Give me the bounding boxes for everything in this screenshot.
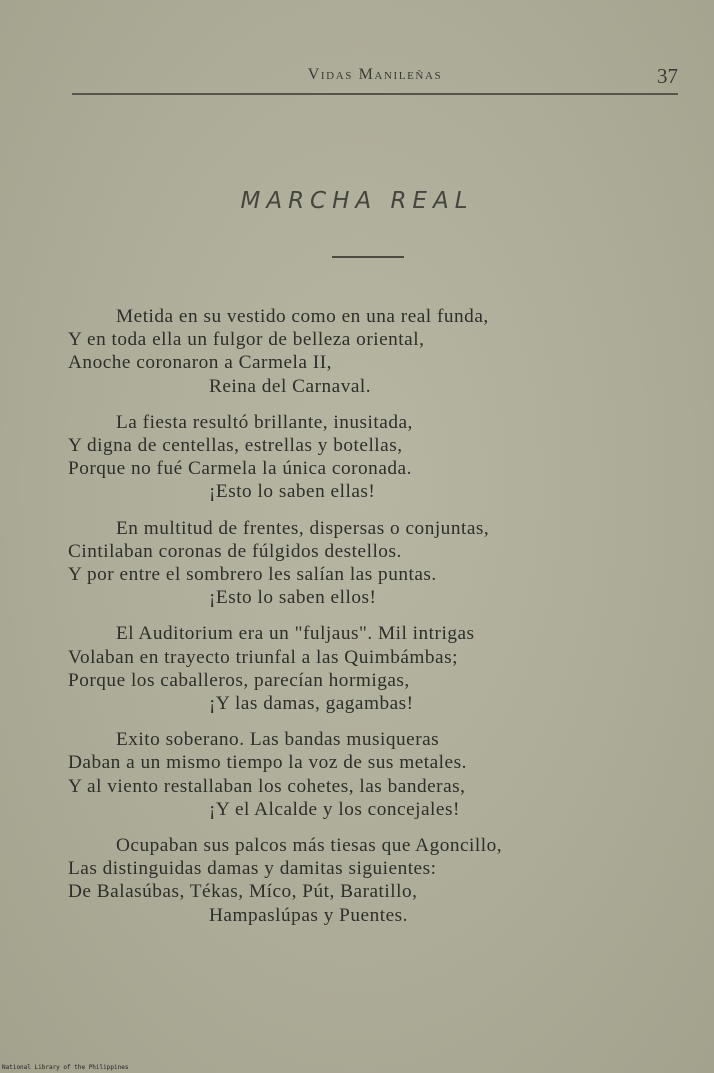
running-head <box>72 66 678 96</box>
poem-line: Porque los caballeros, parecían hormigas, <box>68 669 410 691</box>
poem-line: De Balasúbas, Tékas, Míco, Pút, Baratillo, <box>68 881 418 903</box>
poem-line: Daban a un mismo tiempo la voz de sus metales. <box>68 752 467 774</box>
page-number: 37 <box>657 64 678 88</box>
stanza <box>68 411 668 504</box>
poem-line: ¡Y las damas, gagambas! <box>209 693 414 715</box>
poem-line: Exito soberano. Las bandas musiqueras <box>116 729 440 751</box>
poem-body <box>68 305 668 940</box>
poem-line: Cintilaban coronas de fúlgidos destellos. <box>68 540 402 562</box>
library-footer: National Library of the Philippines <box>2 1064 129 1071</box>
running-title: Vidas Manileñas <box>307 66 443 83</box>
poem-line: Porque no fué Carmela la única coronada. <box>68 458 412 480</box>
stanza <box>68 834 668 927</box>
title-rule <box>332 256 404 258</box>
poem-title: MARCHA REAL <box>240 188 474 214</box>
poem-line: Ocupaban sus palcos más tiesas que Agoncillo, <box>116 835 503 857</box>
poem-line: El Auditorium era un "fuljaus". Mil intrigas <box>116 623 475 645</box>
poem-line: Y al viento restallaban los cohetes, las banderas, <box>68 775 466 797</box>
poem-line: La fiesta resultó brillante, inusitada, <box>116 411 413 433</box>
poem-line: Anoche coronaron a Carmela II, <box>68 352 332 374</box>
poem-line: Hampaslúpas y Puentes. <box>209 904 408 926</box>
stanza <box>68 305 668 398</box>
poem-line: ¡Esto lo saben ellas! <box>209 481 376 503</box>
stanza <box>68 517 668 610</box>
poem-line: En multitud de frentes, dispersas o conjuntas, <box>116 517 490 539</box>
poem-line: ¡Y el Alcalde y los concejales! <box>209 798 460 820</box>
header-rule <box>72 93 678 95</box>
poem-line: Y por entre el sombrero les salían las puntas. <box>68 564 437 586</box>
poem-line: Y en toda ella un fulgor de belleza oriental, <box>68 329 425 351</box>
stanza <box>68 622 668 715</box>
poem-line: Y digna de centellas, estrellas y botellas, <box>68 435 403 457</box>
stanza <box>68 728 668 821</box>
poem-line: Metida en su vestido como en una real funda, <box>116 306 489 327</box>
poem-line: Reina del Carnaval. <box>209 375 372 397</box>
poem-line: ¡Esto lo saben ellos! <box>209 587 377 609</box>
poem-line: Las distinguidas damas y damitas siguientes: <box>68 858 437 880</box>
poem-line: Volaban en trayecto triunfal a las Quimbámbas; <box>68 646 458 668</box>
